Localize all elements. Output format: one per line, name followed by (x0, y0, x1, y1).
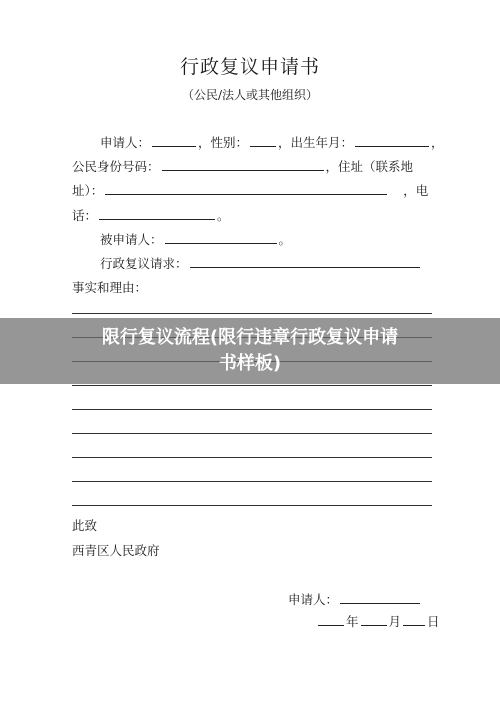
document-subtitle: （公民/法人或其他组织） (181, 88, 319, 102)
phone-label: ，电 (403, 183, 429, 198)
id-line (72, 157, 413, 175)
respondent-line (100, 230, 291, 248)
applicant-line (100, 133, 444, 151)
id-label: 公民身份号码： (72, 159, 160, 174)
applicant-label: 申请人： (100, 135, 151, 150)
writing-rule (72, 481, 432, 482)
respondent-label: 被申请人： (100, 232, 163, 247)
period: 。 (217, 208, 230, 223)
writing-rule (72, 385, 432, 386)
signature-blank (340, 591, 420, 604)
request-label: 行政复议请求： (100, 256, 188, 271)
phone-cont: 话： (72, 208, 98, 223)
sign-label: 申请人： (288, 592, 339, 607)
signature-line (288, 590, 422, 608)
birth-blank (355, 134, 429, 147)
year-label: 年 (346, 614, 359, 629)
writing-rule (72, 409, 432, 410)
document-title: 行政复议申请书 (179, 56, 320, 78)
id-blank (162, 158, 324, 171)
day-label: 日 (427, 614, 440, 629)
address-blank (105, 182, 387, 195)
period: 。 (278, 232, 292, 247)
month-blank (361, 613, 387, 626)
request-line (100, 254, 422, 272)
day-blank (403, 613, 425, 626)
gender-label: ，性别： (198, 135, 249, 150)
phone-blank (99, 207, 215, 220)
title-banner (0, 318, 500, 384)
banner-line-2: 书样板) (218, 353, 282, 374)
closing-line: 此致 (72, 518, 98, 533)
writing-rule (72, 505, 432, 506)
month-label: 月 (388, 614, 402, 629)
address-cont: 址）： (72, 183, 104, 198)
date-line (316, 612, 440, 630)
facts-line (72, 278, 147, 296)
banner-line-1: 限行复议流程(限行违章行政复议申请 (101, 327, 399, 348)
birth-label: ，出生年月： (278, 135, 354, 150)
writing-rule (72, 313, 432, 314)
recipient-line: 西青区人民政府 (72, 543, 160, 558)
applicant-name-blank (152, 134, 196, 147)
writing-rule (72, 433, 432, 434)
writing-rule (72, 457, 432, 458)
respondent-blank (165, 231, 277, 244)
gender-blank (250, 134, 276, 147)
comma: ， (431, 135, 444, 150)
request-blank (190, 255, 420, 268)
phone-line (72, 206, 230, 224)
address-line (72, 181, 428, 199)
facts-label: 事实和理由： (72, 280, 148, 295)
year-blank (318, 613, 344, 626)
address-label: ，住址（联系地 (325, 159, 414, 174)
